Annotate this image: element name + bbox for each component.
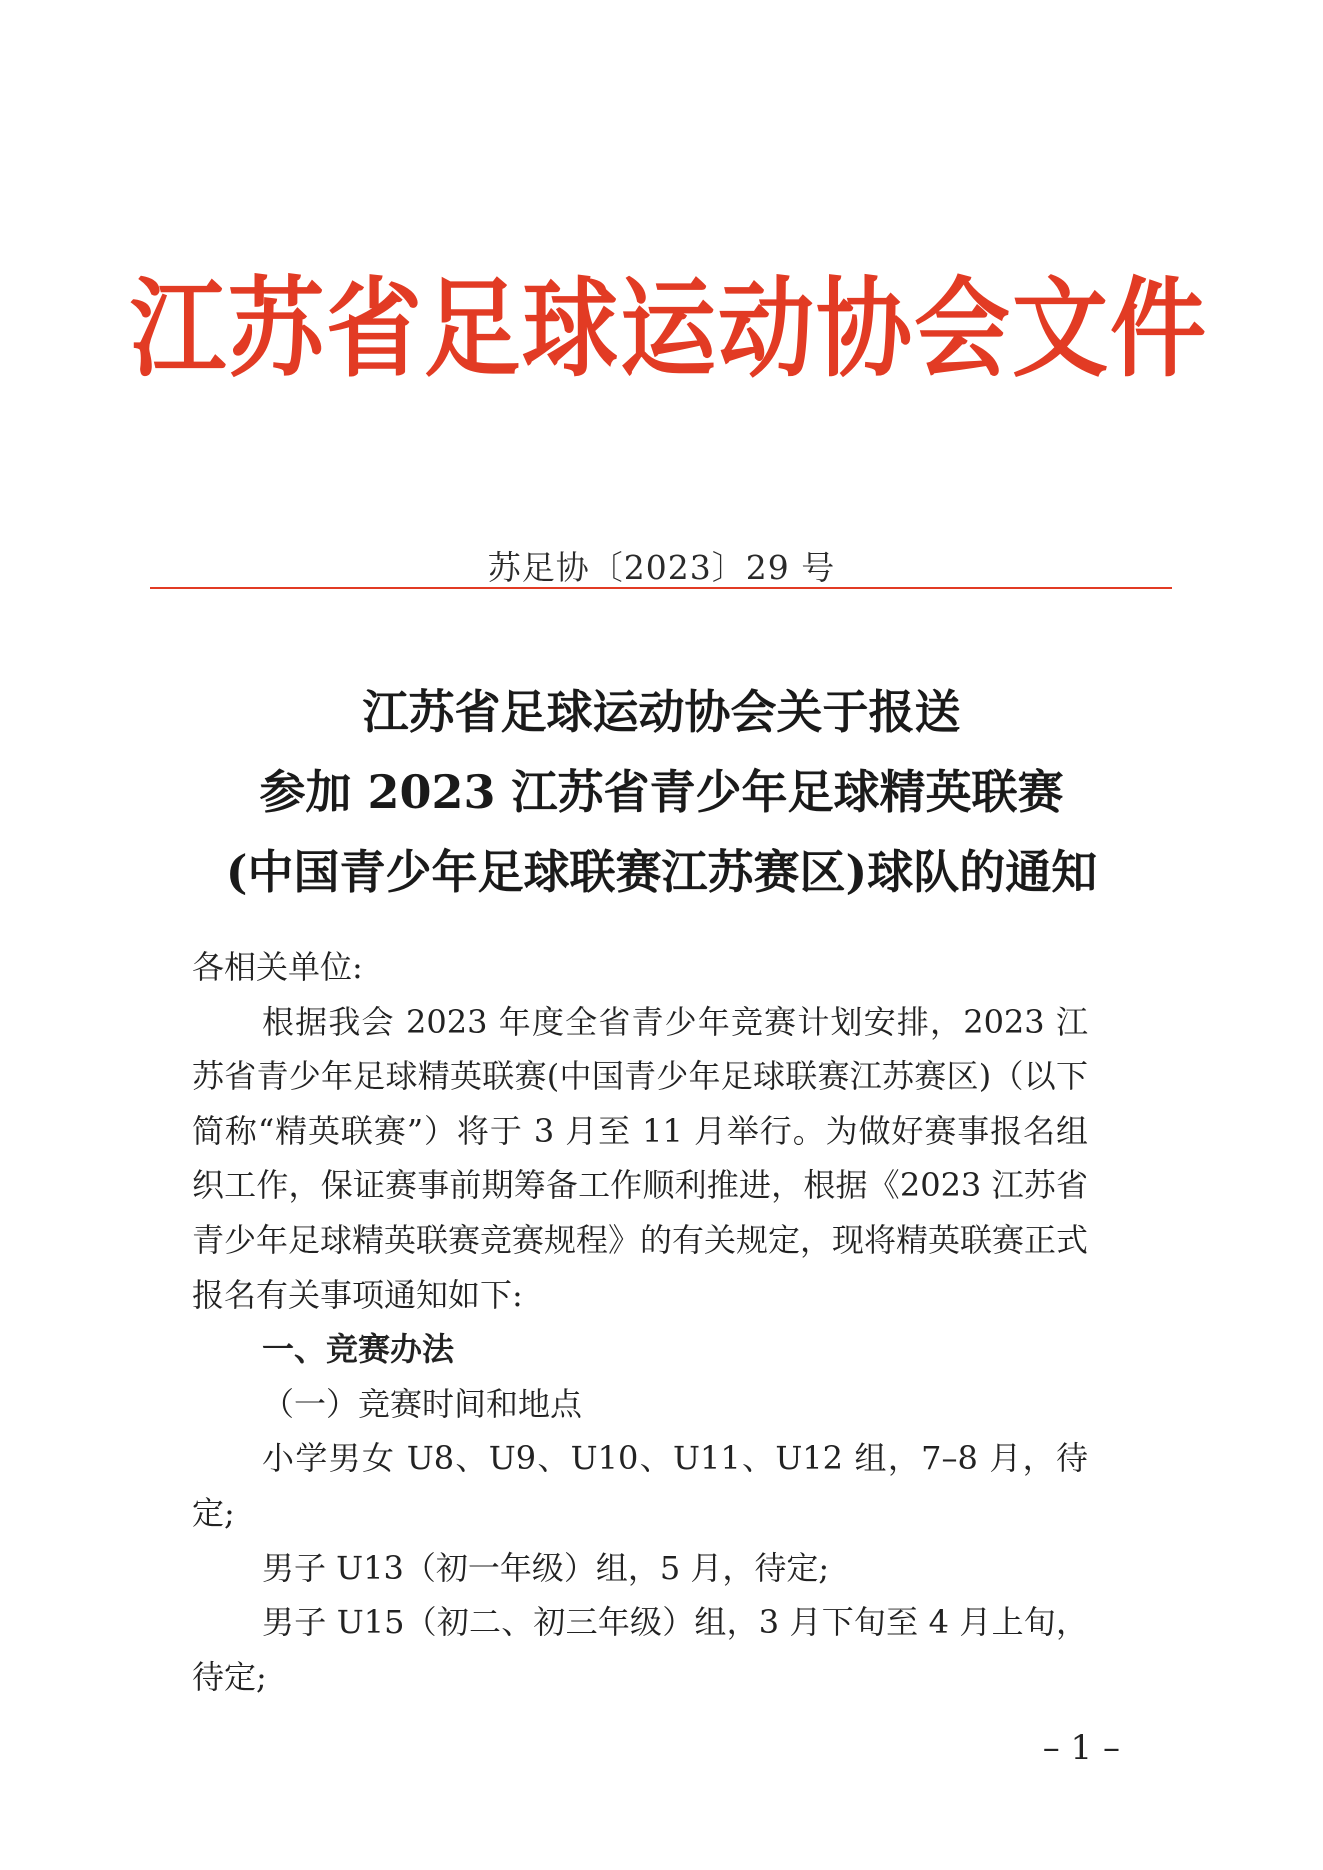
red-divider-line (150, 587, 1172, 589)
list-item: 男子 U15（初二、初三年级）组，3 月下旬至 4 月上旬，待定; (192, 1603, 1088, 1696)
notice-title-line-3: (中国青少年足球联赛江苏赛区)球队的通知 (225, 845, 1098, 899)
document-number: 苏足协〔2023〕29 号 (487, 548, 836, 587)
subsection-heading: （一）竞赛时间和地点 (262, 1384, 583, 1423)
document-header-title: 江苏省足球运动协会文件 (130, 265, 1208, 392)
section-heading: 一、竞赛办法 (262, 1330, 455, 1369)
list-item: 小学男女 U8、U9、U10、U11、U12 组，7–8 月，待定; (192, 1439, 1088, 1532)
page-number: – 1 – (1042, 1728, 1120, 1768)
document-body (192, 940, 1088, 1704)
list-item: 男子 U13（初一年级）组，5 月，待定; (262, 1548, 830, 1587)
notice-title-line-2: 参加 2023 江苏省青少年足球精英联赛 (259, 765, 1064, 819)
salutation: 各相关单位: (192, 948, 363, 986)
notice-title-line-1: 江苏省足球运动协会关于报送 (362, 685, 961, 739)
notice-title (0, 672, 1323, 912)
intro-paragraph: 根据我会 2023 年度全省青少年竞赛计划安排，2023 江苏省青少年足球精英联赛(中国青少年足球联赛江苏赛区)（以下简称“精英联赛”）将于 3 月至 11 月举行。为做好赛事报名组织工作，保证赛事前期筹备工作顺利推进，根据《2023 江苏省青少年足球精英联赛竞赛规程》的有关规定，现将精英联赛正式报名有关事项通知如下: (192, 1002, 1089, 1314)
